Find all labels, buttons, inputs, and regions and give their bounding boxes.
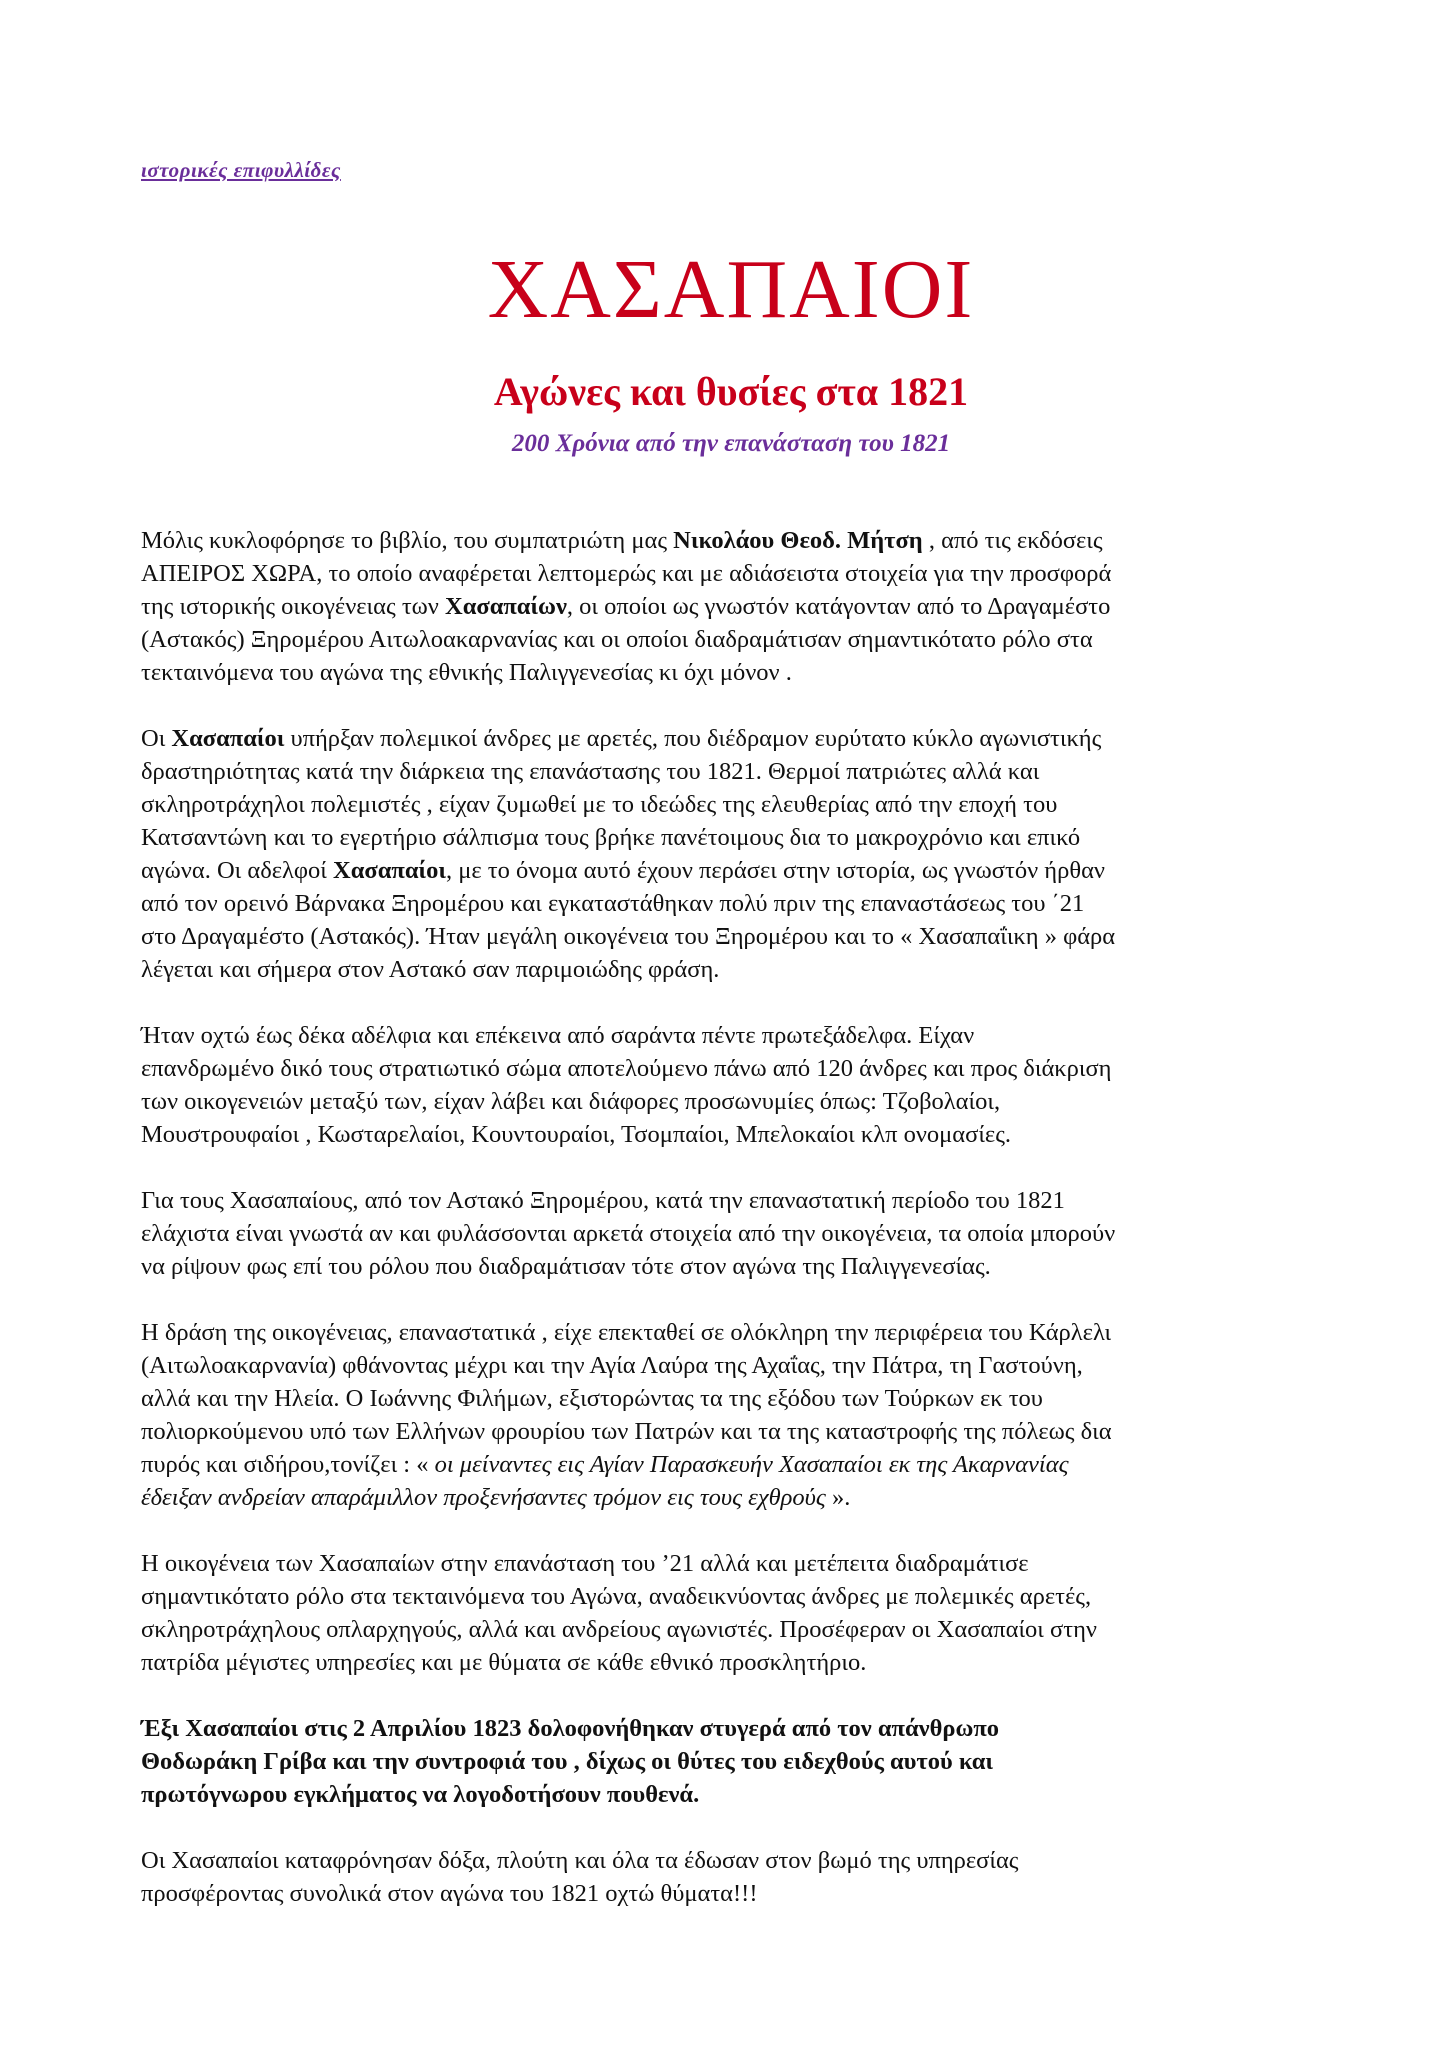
paragraph-7: Έξι Χασαπαίοι στις 2 Απριλίου 1823 δολοφονήθηκαν στυγερά από τον απάνθρωπο Θοδωράκη Γρίβα και την συντροφιά του , δίχως οι θύτες του ειδεχθούς αυτού και πρωτόγνωρου εγκλήματος να λογοδοτήσουν πουθενά.: [141, 1715, 1000, 1808]
paragraph-1: Μόλις κυκλοφόρησε το βιβλίο, του συμπατριώτη μας Νικολάου Θεοδ. Μήτση , από τις εκδόσεις ΑΠΕΙΡΟΣ ΧΩΡΑ, το οποίο αναφέρεται λεπτομερώς και με αδιάσειστα στοιχεία για την προσφορά της ιστορικής οικογένειας των Χασαπαίων, οι οποίοι ως γνωστόν κατάγονταν από το Δραγαμέστο (Αστακός) Ξηρομέρου Αιτωλοακαρνανίας και οι οποίοι διαδραμάτισαν σημαντικότατο ρόλο στα τεκταινόμενα του αγώνα της εθνικής Παλιγγενεσίας κι όχι μόνον .: [141, 527, 1112, 686]
paragraph-8: Οι Χασαπαίοι καταφρόνησαν δόξα, πλούτη και όλα τα έδωσαν στον βωμό της υπηρεσίας προσφέροντας συνολικά στον αγώνα του 1821 οχτώ θύματα!!!: [141, 1847, 1019, 1907]
article-body: [141, 524, 1321, 1943]
paragraph-2: Οι Χασαπαίοι υπήρξαν πολεμικοί άνδρες με αρετές, που διέδραμον ευρύτατο κύκλο αγωνιστικής δραστηριότητας κατά την διάρκεια της επανάστασης του 1821. Θερμοί πατριώτες αλλά και σκληροτράχηλοι πολεμιστές , είχαν ζυμωθεί με το ιδεώδες της ελευθερίας από την εποχή του Κατσαντώνη και το εγερτήριο σάλπισμα τους βρήκε πανέτοιμους δια το μακροχρόνιο και επικό αγώνα. Οι αδελφοί Χασαπαίοι, με το όνομα αυτό έχουν περάσει στην ιστορία, ως γνωστόν ήρθαν από τον ορεινό Βάρνακα Ξηρομέρου και εγκαταστάθηκαν πολύ πριν της επαναστάσεως του ΄21 στο Δραγαμέστο (Αστακός). Ήταν μεγάλη οικογένεια του Ξηρομέρου και το « Χασαπαΐικη » φάρα λέγεται και σήμερα στον Αστακό σαν παριμοιώδης φράση.: [141, 725, 1116, 983]
paragraph-6: Η οικογένεια των Χασαπαίων στην επανάσταση του ’21 αλλά και μετέπειτα διαδραμάτισε σημαντικότατο ρόλο στα τεκταινόμενα του Αγώνα, αναδεικνύοντας άνδρες με πολεμικές αρετές, σκληροτράχηλους οπλαρχηγούς, αλλά και ανδρείους αγωνιστές. Προσέφεραν οι Χασαπαίοι στην πατρίδα μέγιστες υπηρεσίες και με θύματα σε κάθε εθνικό προσκλητήριο.: [141, 1550, 1097, 1676]
category-link[interactable]: ιστορικές επιφυλλίδες: [141, 158, 341, 182]
page-title: ΧΑΣΑΠΑΙΟΙ: [487, 243, 975, 336]
page-subtitle: Αγώνες και θυσίες στα 1821: [493, 369, 969, 414]
paragraph-5: Η δράση της οικογένειας, επαναστατικά , είχε επεκταθεί σε ολόκληρη την περιφέρεια του Κάρλελι (Αιτωλοακαρνανία) φθάνοντας μέχρι και την Αγία Λαύρα της Αχαΐας, την Πάτρα, τη Γαστούνη, αλλά και την Ηλεία. Ο Ιωάννης Φιλήμων, εξιστορώντας τα της εξόδου των Τούρκων εκ του πολιορκούμενου υπό των Ελλήνων φρουρίου των Πατρών και τα της καταστροφής της πόλεως δια πυρός και σιδήρου,τονίζει : « οι μείναντες εις Αγίαν Παρασκευήν Χασαπαίοι εκ της Ακαρνανίας έδειξαν ανδρείαν απαράμιλλον προξενήσαντες τρόμον εις τους εχθρούς ».: [141, 1319, 1112, 1511]
paragraph-3: Ήταν οχτώ έως δέκα αδέλφια και επέκεινα από σαράντα πέντε πρωτεξάδελφα. Είχαν επανδρωμένο δικό τους στρατιωτικό σώμα αποτελούμενο πάνω από 120 άνδρες και προς διάκριση των οικογενειών μεταξύ των, είχαν λάβει και διάφορες προσωνυμίες όπως: Τζοβολαίοι, Μουστρουφαίοι , Κωσταρελαίοι, Κουντουραίοι, Τσομπαίοι, Μπελοκαίοι κλπ ονομασίες.: [141, 1022, 1112, 1148]
page-tagline: 200 Χρόνια από την επανάσταση του 1821: [511, 430, 951, 457]
paragraph-4: Για τους Χασαπαίους, από τον Αστακό Ξηρομέρου, κατά την επαναστατική περίοδο του 1821 ελάχιστα είναι γνωστά αν και φυλάσσονται αρκετά στοιχεία από την οικογένεια, τα οποία μπορούν να ρίψουν φως επί του ρόλου που διαδραμάτισαν τότε στον αγώνα της Παλιγγενεσίας.: [141, 1187, 1116, 1280]
